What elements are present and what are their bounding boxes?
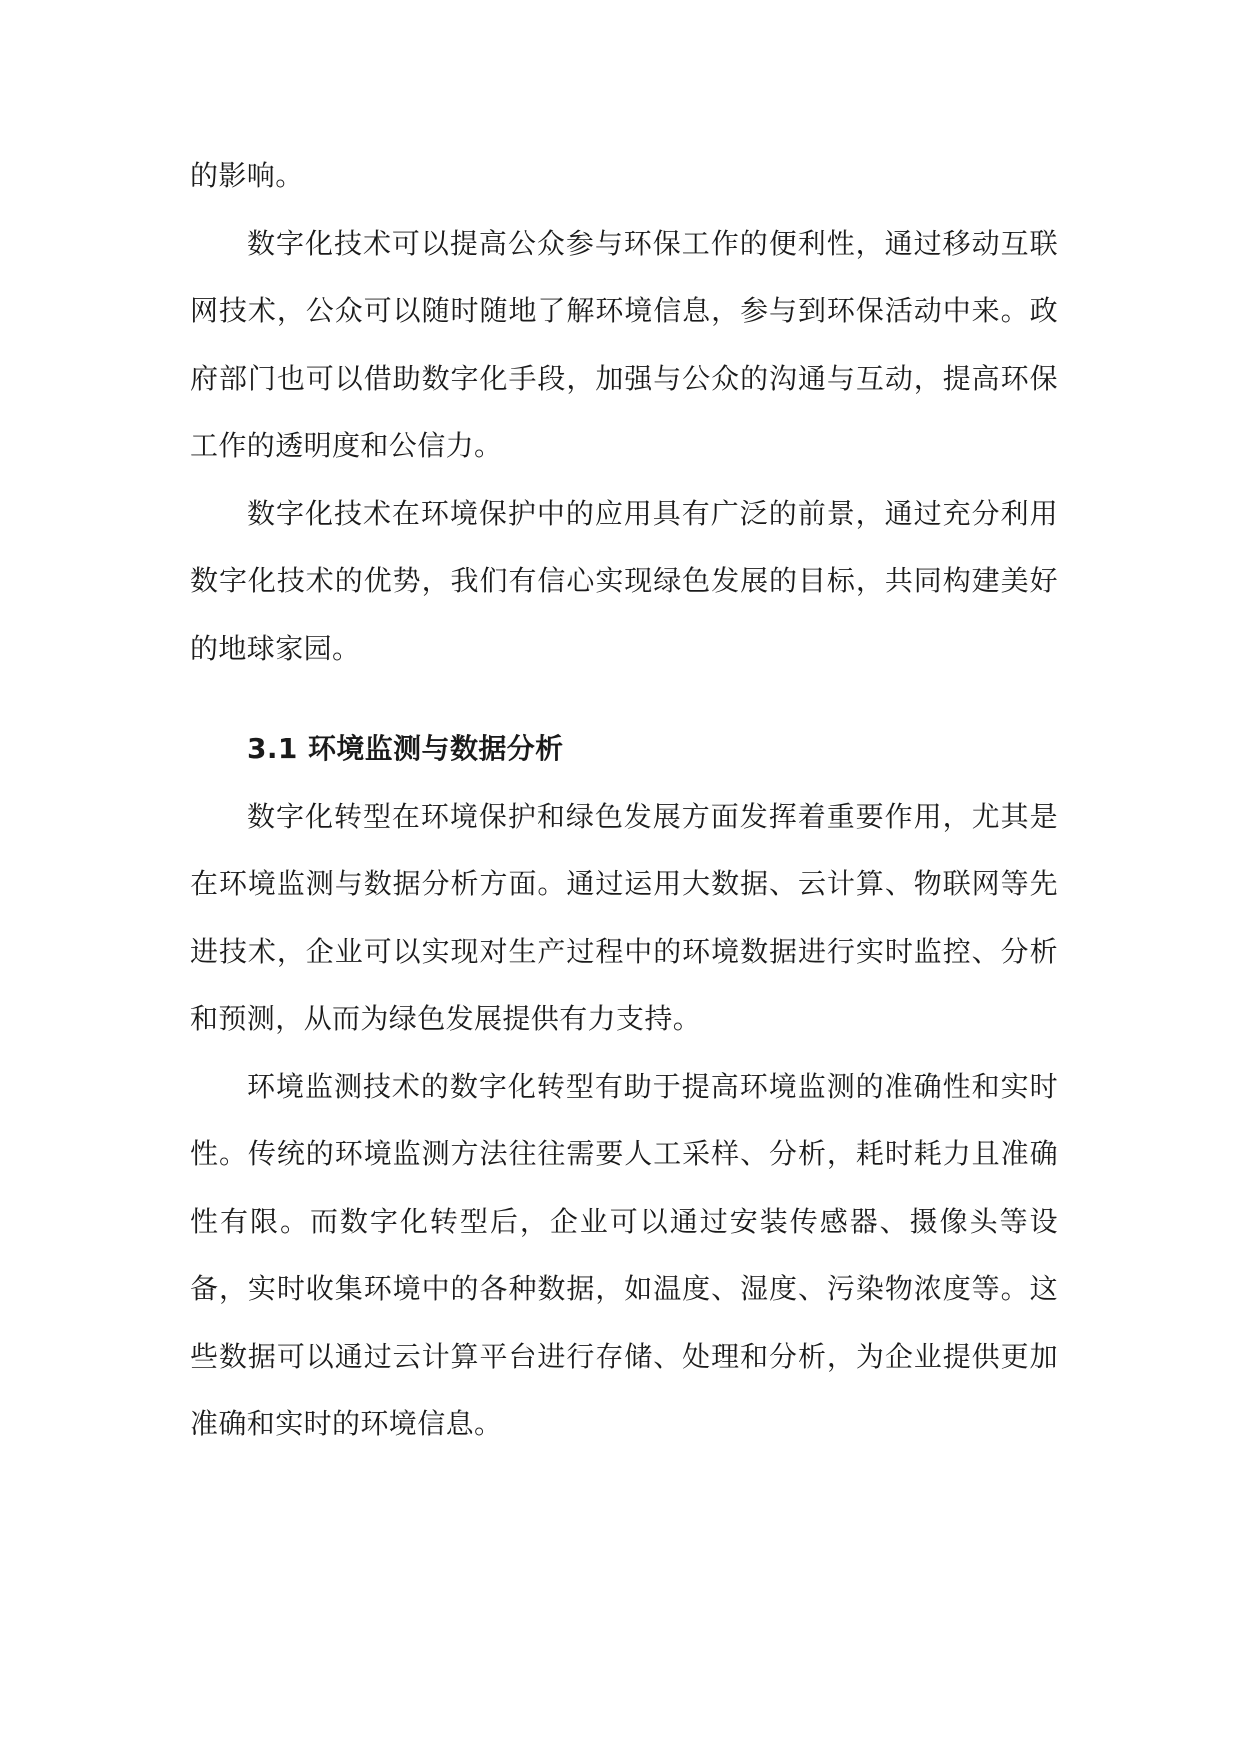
paragraph-monitoring-intro: 数字化转型在环境保护和绿色发展方面发挥着重要作用，尤其是在环境监测与数据分析方面。通过运用大数据、云计算、物联网等先进技术，企业可以实现对生产过程中的环境数据进行实时监控、分析和预测，从而为绿色发展提供有力支持。 — [190, 799, 1058, 1035]
paragraph-public-participation: 数字化技术可以提高公众参与环保工作的便利性，通过移动互联网技术，公众可以随时随地了解环境信息，参与到环保活动中来。政府部门也可以借助数字化手段，加强与公众的沟通与互动，提高环保工作的透明度和公信力。 — [190, 226, 1058, 462]
paragraph-application-prospect: 数字化技术在环境保护中的应用具有广泛的前景，通过充分利用数字化技术的优势，我们有信心实现绿色发展的目标，共同构建美好的地球家园。 — [190, 496, 1058, 665]
paragraph-monitoring-accuracy: 环境监测技术的数字化转型有助于提高环境监测的准确性和实时性。传统的环境监测方法往往需要人工采样、分析，耗时耗力且准确性有限。而数字化转型后，企业可以通过安装传感器、摄像头等设备，实时收集环境中的各种数据，如温度、湿度、污染物浓度等。这些数据可以通过云计算平台进行存储、处理和分析，为企业提供更加准确和实时的环境信息。 — [190, 1069, 1058, 1440]
paragraph-continuation: 的影响。 — [190, 159, 304, 192]
document-body — [190, 142, 1058, 1458]
section-heading: 3.1 环境监测与数据分析 — [247, 732, 564, 765]
